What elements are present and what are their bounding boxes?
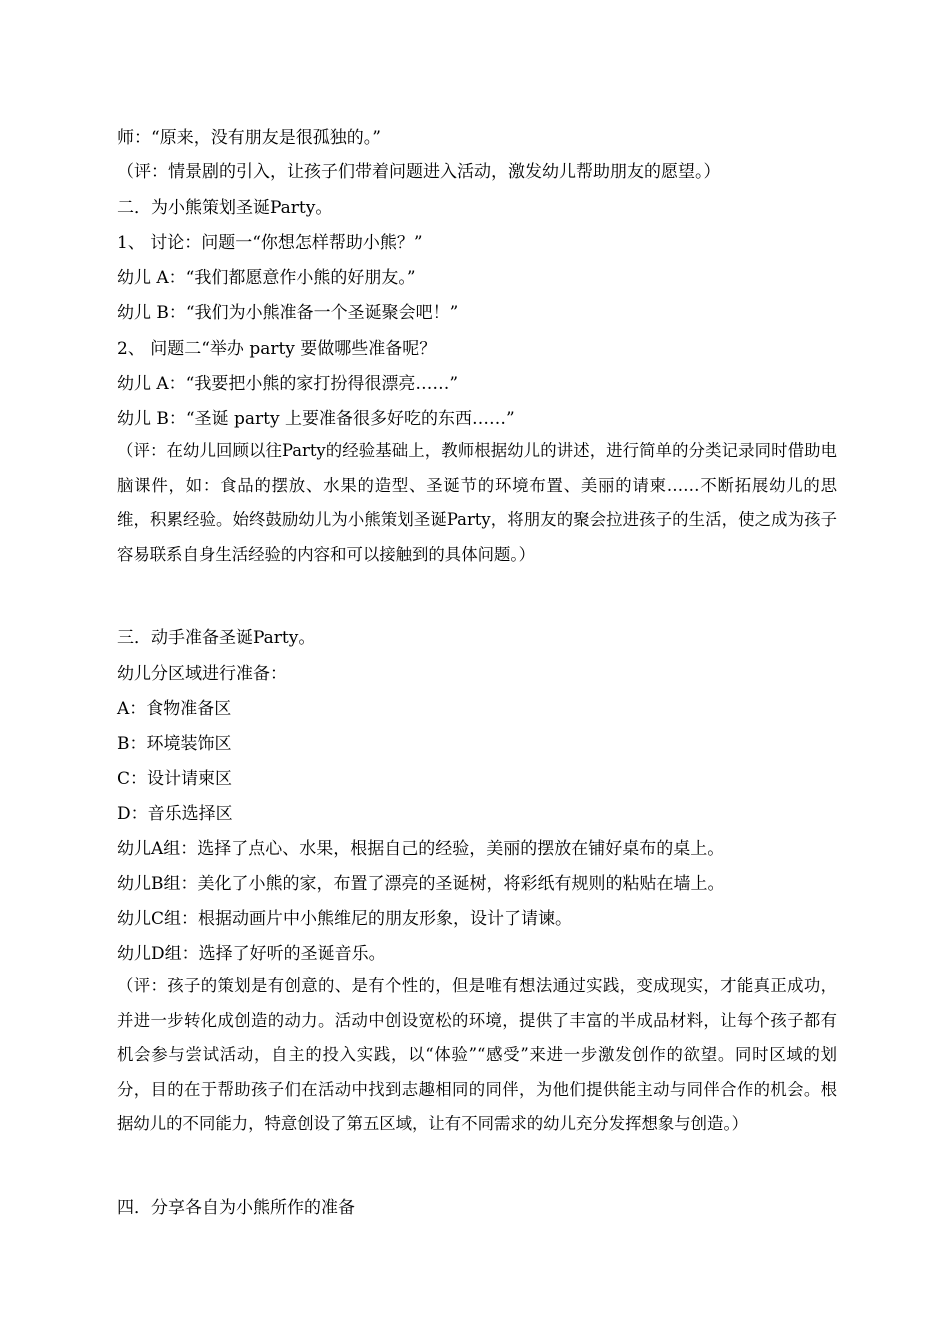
area-d: D：音乐选择区 [117,804,233,824]
group-a-result: 幼儿A组：选择了点心、水果，根据自己的经验，美丽的摆放在铺好桌布的桌上。 [117,839,725,859]
dialogue-child-a-2: 幼儿 A：“我要把小熊的家打扮得很漂亮……” [117,374,459,394]
group-c-result: 幼儿C组：根据动画片中小熊维尼的朋友形象，设计了请谏。 [117,909,573,929]
area-a: A：食物准备区 [117,699,232,719]
dialogue-child-b-1: 幼儿 B：“我们为小熊准备一个圣诞聚会吧！” [117,303,459,323]
comment-paragraph-1: （评：在幼儿回顾以往Party的经验基础上，教师根据幼儿的讲述，进行简单的分类记录同时借助电脑课件，如：食品的摆放、水果的造型、圣诞节的环境布置、美丽的请柬……不断拓展幼儿的思维，积累经验。始终鼓励幼儿为小熊策划圣诞Party，将朋友的聚会拉进孩子的生活，使之成为孩子容易联系自身生活经验的内容和可以接触到的具体问题。） [117,441,837,564]
area-b: B：环境装饰区 [117,734,232,754]
comment-paragraph-2: （评：孩子的策划是有创意的、是有个性的，但是唯有想法通过实践，变成现实，才能真正成功，并进一步转化成创造的动力。活动中创设宽松的环境，提供了丰富的半成品材料，让每个孩子都有机会参与尝试活动，自主的投入实践，以“体验”“感受”来进一步激发创作的欲望。同时区域的划分，目的在于帮助孩子们在活动中找到志趣相同的同伴，为他们提供能主动与同伴合作的机会。根据幼儿的不同能力，特意创设了第五区域，让有不同需求的幼儿充分发挥想象与创造。） [117,976,837,1133]
section-heading-2: 二．为小熊策划圣诞Party。 [117,198,333,218]
group-d-result: 幼儿D组：选择了好听的圣诞音乐。 [117,944,386,964]
comment-intro: （评：情景剧的引入，让孩子们带着问题进入活动，激发幼儿帮助朋友的愿望。） [117,162,721,182]
dialogue-child-a-1: 幼儿 A：“我们都愿意作小熊的好朋友。” [117,268,416,288]
section-heading-3: 三．动手准备圣诞Party。 [117,628,316,648]
dialogue-child-b-2: 幼儿 B：“圣诞 party 上要准备很多好吃的东西……” [117,409,515,429]
area-c: C：设计请柬区 [117,769,233,789]
dialogue-teacher: 师：“原来，没有朋友是很孤独的。” [117,128,381,148]
discussion-question-1: 1、 讨论：问题一“你想怎样帮助小熊？” [117,233,423,253]
discussion-question-2: 2、 问题二“举办 party 要做哪些准备呢？ [117,339,437,359]
section-heading-4: 四．分享各自为小熊所作的准备 [117,1198,355,1218]
area-intro: 幼儿分区域进行准备： [117,664,287,684]
group-b-result: 幼儿B组：美化了小熊的家，布置了漂亮的圣诞树，将彩纸有规则的粘贴在墙上。 [117,874,725,894]
